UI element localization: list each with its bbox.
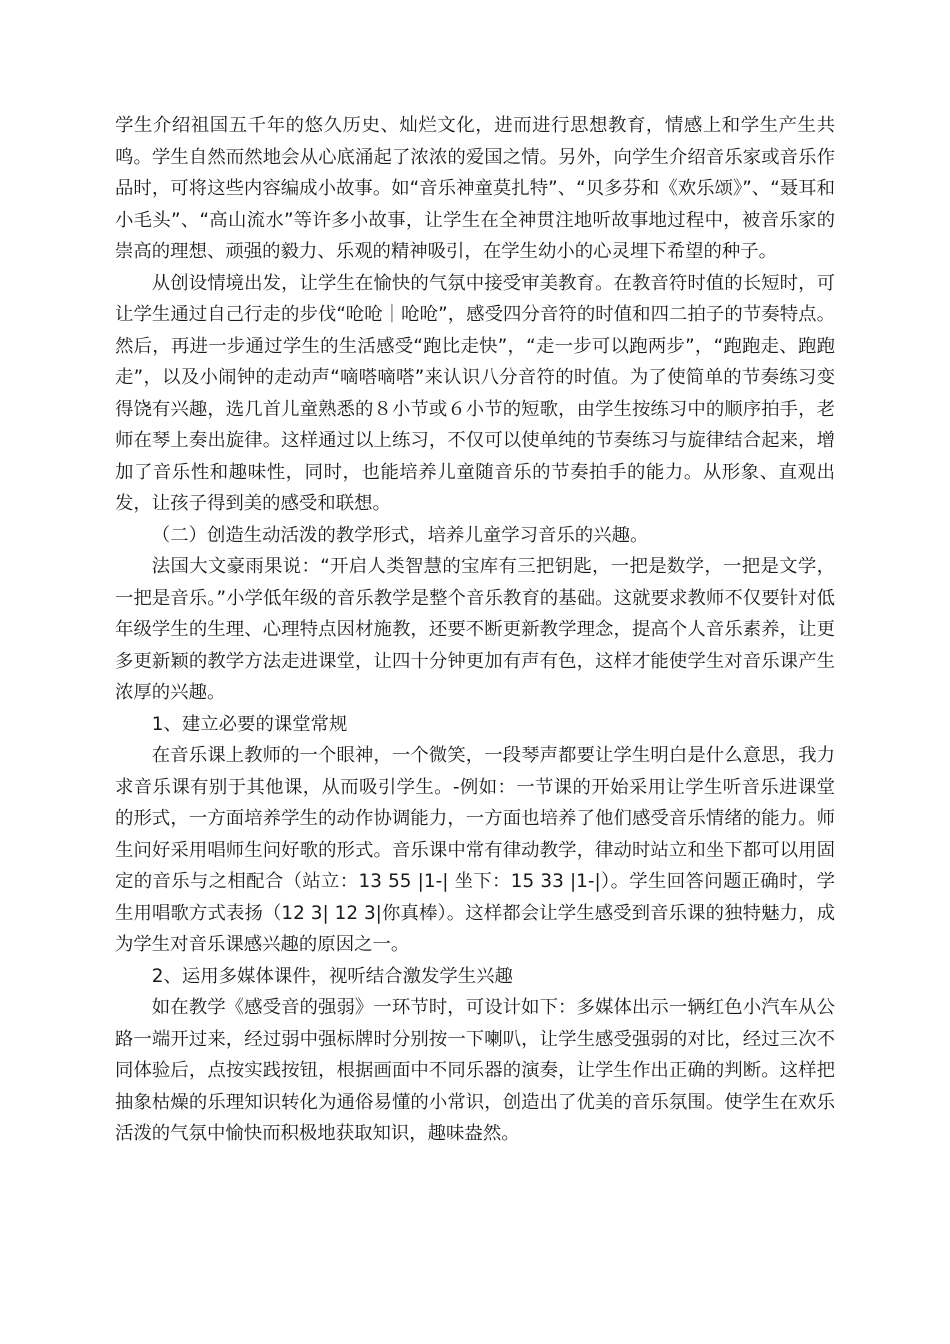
- section-heading-teaching-forms: （二）创造生动活泼的教学形式，培养儿童学习音乐的兴趣。: [151, 524, 649, 546]
- document-page: [115, 110, 835, 1150]
- subheading-multimedia: 2、运用多媒体课件，视听结合激发学生兴趣: [151, 965, 513, 987]
- subheading-classroom-routines: 1、建立必要的课堂常规: [151, 713, 348, 735]
- paragraph-hugo-quote: 法国大文豪雨果说：“开启人类智慧的宝库有三把钥匙，一把是数学，一把是文学，一把是音乐。”小学低年级的音乐教学是整个音乐教育的基础。这就要求教师不仅要针对低年级学生的生理、心理特点因材施教，还要不断更新教学理念，提高个人音乐素养，让更多更新颖的教学方法走进课堂，让四十分钟更加有声有色，这样才能使学生对音乐课产生浓厚的兴趣。: [115, 556, 835, 703]
- paragraph-patriotic-education: 学生介绍祖国五千年的悠久历史、灿烂文化，进而进行思想教育，情感上和学生产生共鸣。学生自然而然地会从心底涌起了浓浓的爱国之情。另外，向学生介绍音乐家或音乐作品时，可将这些内容编成小故事。如“音乐神童莫扎特”、“贝多芬和《欢乐颂》”、“聂耳和小毛头”、“高山流水”等许多小故事，让学生在全神贯注地听故事地过程中，被音乐家的崇高的理想、顽强的毅力、乐观的精神吸引，在学生幼小的心灵埋下希望的种子。: [115, 115, 835, 262]
- paragraph-classroom-routines: 在音乐课上教师的一个眼神，一个微笑，一段琴声都要让学生明白是什么意思，我力求音乐课有别于其他课，从而吸引学生。-例如：一节课的开始采用让学生听音乐进课堂的形式，一方面培养学生的动作协调能力，一方面也培养了他们感受音乐情绪的能力。师生问好采用唱师生问好歌的形式。音乐课中常有律动教学，律动时站立和坐下都可以用固定的音乐与之相配合（站立：13 55 |1-| 坐下：15 33 |1-|）。学生回答问题正确时，学生用唱歌方式表扬（12 3| 12 3|你真棒）。这样都会让学生感受到音乐课的独特魅力，成为学生对音乐课感兴趣的原因之一。: [115, 745, 835, 955]
- paragraph-multimedia-example: 如在教学《感受音的强弱》一环节时，可设计如下：多媒体出示一辆红色小汽车从公路一端开过来，经过弱中强标牌时分别按一下喇叭，让学生感受强弱的对比，经过三次不同体验后，点按实践按钮，根据画面中不同乐器的演奏，让学生作出正确的判断。这样把抽象枯燥的乐理知识转化为通俗易懂的小常识，创造出了优美的音乐氛围。使学生在欢乐活泼的气氛中愉快而积极地获取知识，趣味盎然。: [115, 997, 835, 1144]
- paragraph-situational-aesthetics: 从创设情境出发，让学生在愉快的气氛中接受审美教育。在教音符时值的长短时，可让学生通过自己行走的步伐“呛呛｜呛呛”，感受四分音符的时值和四二拍子的节奏特点。然后，再进一步通过学生的生活感受“跑比走快”，“走一步可以跑两步”，“跑跑走、跑跑走”，以及小闹钟的走动声“嘀嗒嘀嗒”来认识八分音符的时值。为了使简单的节奏练习变得饶有兴趣，选几首儿童熟悉的８小节或６小节的短歌，由学生按练习中的顺序拍手，老师在琴上奏出旋律。这样通过以上练习，不仅可以使单纯的节奏练习与旋律结合起来，增加了音乐性和趣味性，同时，也能培养儿童随音乐的节奏拍手的能力。从形象、直观出发，让孩子得到美的感受和联想。: [115, 272, 835, 514]
